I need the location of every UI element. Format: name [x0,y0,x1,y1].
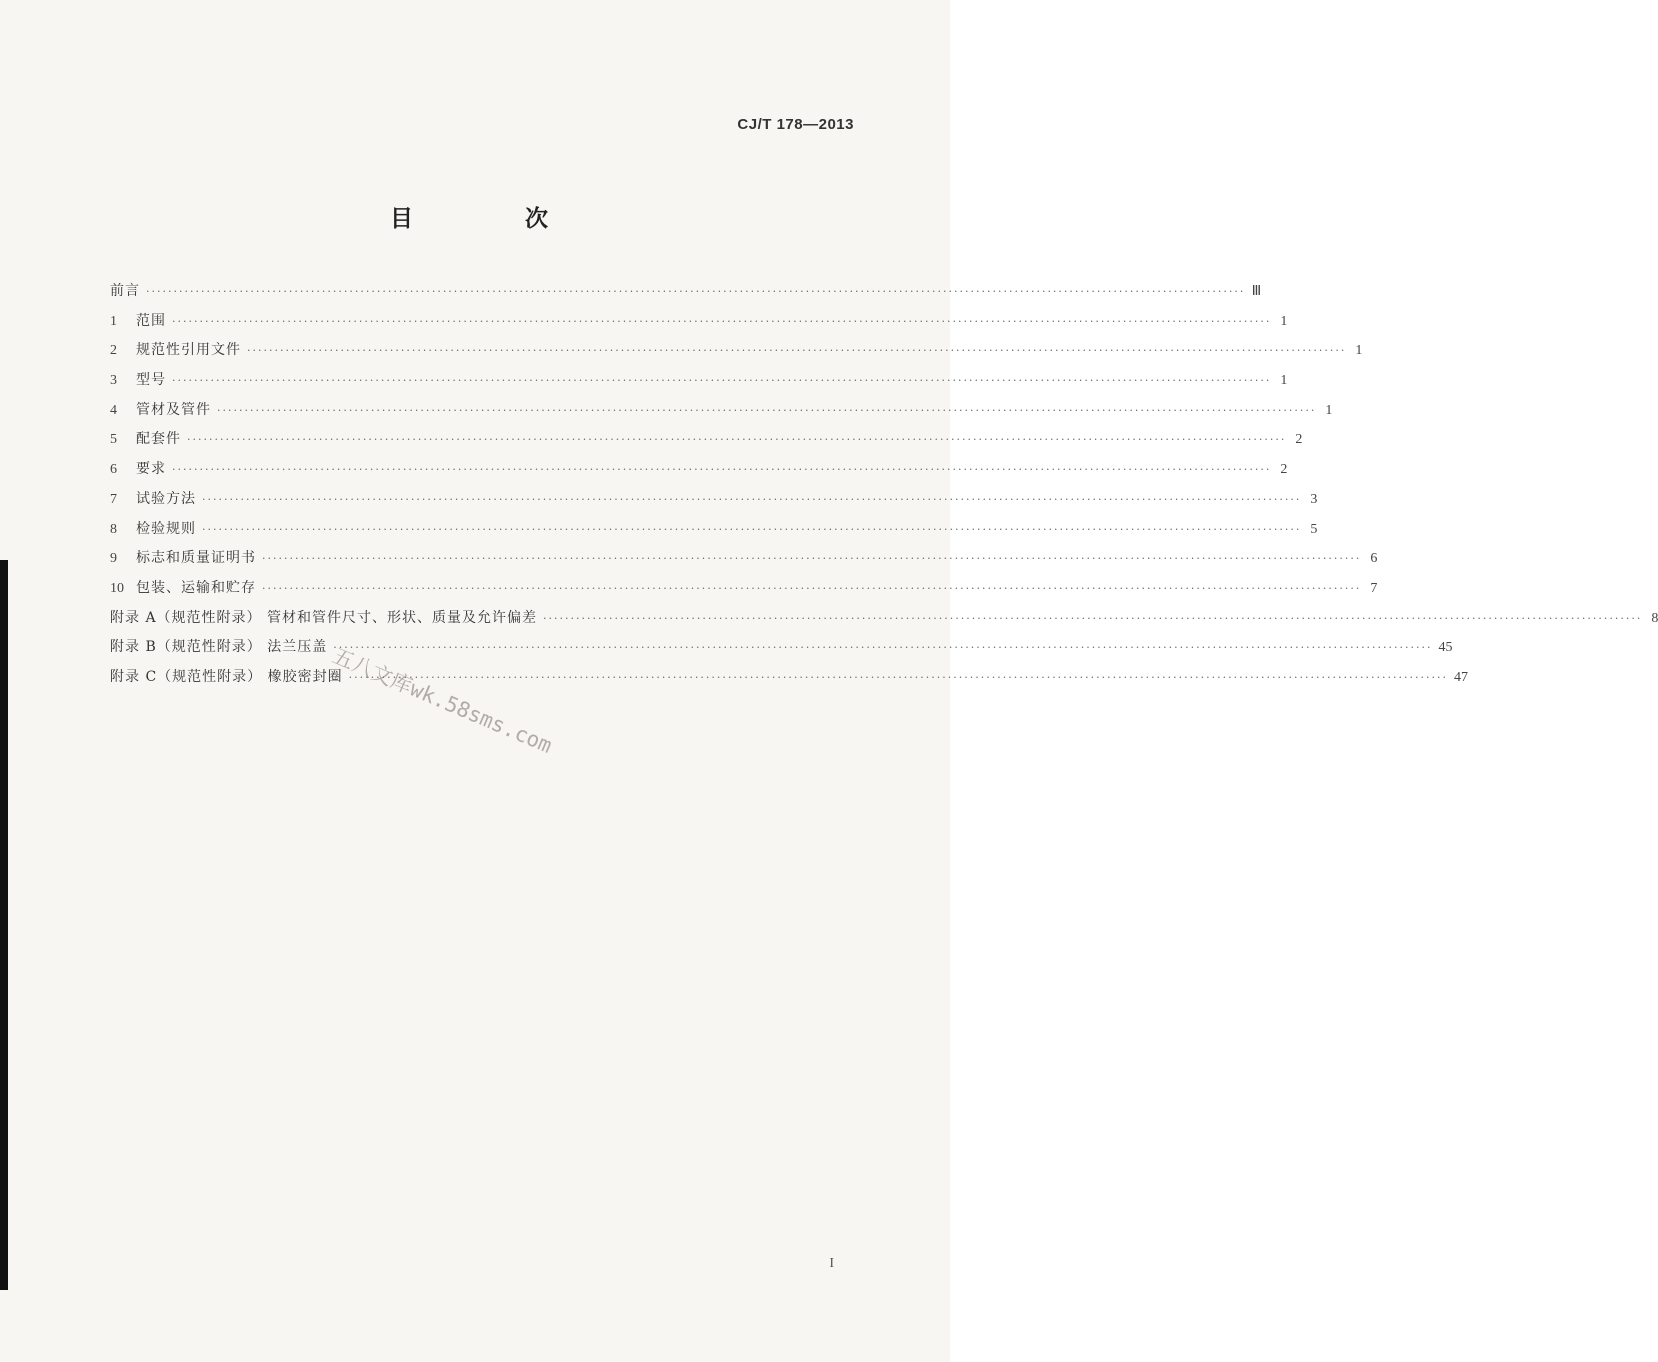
toc-leader-dots: ········································································································································································································ [146,285,1246,298]
toc-entry-label: 附录 A（规范性附录） 管材和管件尺寸、形状、质量及允许偏差 [110,609,538,626]
toc-entry[interactable] [110,547,1378,577]
toc-entry-page: 1 [1280,373,1288,389]
toc-entry-number: 1 [110,313,117,329]
toc-entry-label: 附录 B（规范性附录） 法兰压盖 [110,639,328,656]
toc-entry-label: 附录 C（规范性附录） 橡胶密封圈 [110,668,343,685]
toc-entry-page: 5 [1310,521,1318,537]
toc-entry-number: 10 [110,580,124,596]
toc-entry-label: 包装、运输和贮存 [136,579,256,596]
toc-entry[interactable] [110,399,1333,429]
toc-entry[interactable] [110,518,1318,548]
toc-leader-dots: ········································································································································································································ [348,670,1448,684]
toc-entry-label: 范围 [136,312,166,329]
toc-entry-page: 2 [1295,432,1303,448]
toc-entry-page: 1 [1355,343,1363,359]
toc-leader-dots: ········································································································································································································ [217,403,1317,417]
scan-edge [0,560,8,1290]
toc-leader-dots: ········································································································································································································ [247,344,1347,358]
toc-leader-dots: ········································································································································································································ [172,314,1272,328]
toc-entry-label: 规范性引用文件 [136,342,241,359]
toc-entry-number: 6 [110,462,117,478]
toc-entry-label: 前言 [110,283,140,299]
toc-entry-page: 1 [1325,402,1333,418]
toc-leader-dots: ········································································································································································································ [202,522,1302,536]
toc-entry-label: 管材及管件 [136,401,211,418]
toc-entry[interactable] [110,666,1468,696]
toc-leader-dots: ········································································································································································································ [543,611,1643,625]
page-title: 目 次 [389,206,600,232]
toc-entry-label: 检验规则 [136,520,196,537]
toc-entry-page: 45 [1438,640,1453,656]
toc-entry-page: 3 [1310,491,1318,507]
toc-entry-label: 试验方法 [136,490,196,507]
toc-leader-dots: ········································································································································································································ [333,641,1433,655]
toc-entry[interactable] [110,458,1288,488]
toc-entry-number: 9 [110,551,117,567]
toc-entry[interactable] [110,607,1658,637]
toc-entry-page: 8 [1651,610,1658,626]
toc-entry-number: 8 [110,521,117,537]
toc-entry-page: 7 [1370,580,1378,596]
toc-leader-dots: ········································································································································································································ [172,463,1272,477]
toc-entry[interactable] [110,577,1378,607]
toc-entry-label: 要求 [136,461,166,478]
toc-leader-dots: ········································································································································································································ [202,492,1302,506]
toc-leader-dots: ········································································································································································································ [262,581,1362,595]
toc-entry[interactable] [110,488,1318,518]
toc-leader-dots: ········································································································································································································ [187,433,1287,447]
toc-entry-page: 1 [1280,313,1288,329]
toc-entry-label: 配套件 [136,431,181,448]
toc-entry[interactable] [110,280,1262,310]
toc-entry-number: 3 [110,373,117,389]
toc-entry-page: 47 [1453,669,1468,685]
toc-entry-number: 5 [110,432,117,448]
toc-entry[interactable] [110,310,1288,340]
table-of-contents [110,280,1658,696]
standard-number: CJ/T 178—2013 [737,116,854,133]
toc-entry-label: 标志和质量证明书 [136,550,256,567]
toc-entry-label: 型号 [136,372,166,389]
toc-entry[interactable] [110,636,1453,666]
toc-entry-number: 2 [110,343,117,359]
watermark: 五八文库wk.58sms.com [329,643,556,758]
toc-entry-number: 7 [110,491,117,507]
toc-entry[interactable] [110,428,1303,458]
toc-entry-page: 6 [1370,551,1378,567]
toc-entry-number: 4 [110,402,117,418]
page-number: I [829,1256,834,1271]
toc-entry-page: 2 [1280,462,1288,478]
toc-leader-dots: ········································································································································································································ [262,552,1362,566]
toc-leader-dots: ········································································································································································································ [172,374,1272,388]
toc-entry[interactable] [110,339,1363,369]
toc-entry-page: Ⅲ [1251,284,1262,299]
toc-entry[interactable] [110,369,1288,399]
